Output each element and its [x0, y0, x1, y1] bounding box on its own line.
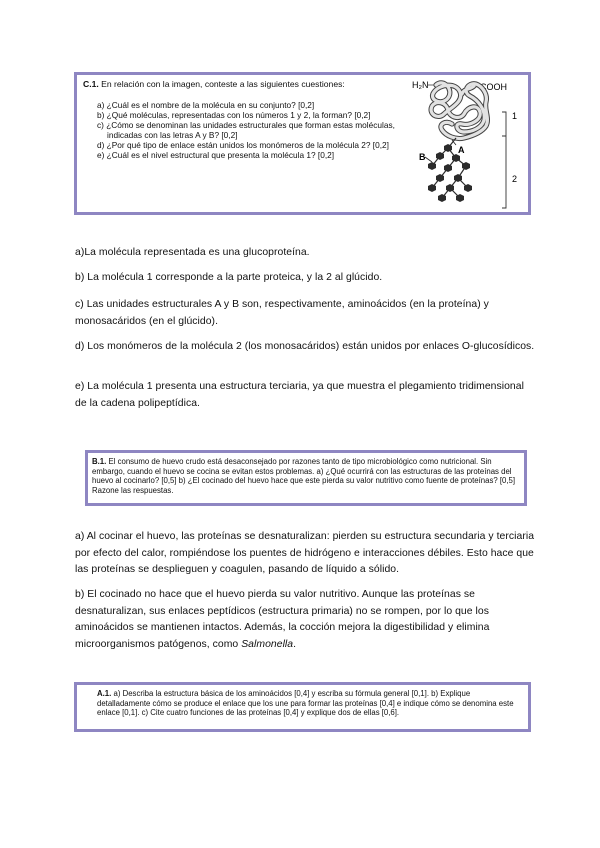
c-terminal-label: COOH — [480, 82, 507, 92]
question-c1-intro: En relación con la imagen, conteste a las siguientes cuestiones: — [101, 79, 345, 89]
question-c1-item-c: c) ¿Cómo se denominan las unidades estructurales que forman estas moléculas, — [97, 120, 395, 130]
question-b1-code: B.1. — [92, 457, 107, 466]
question-c1-header — [83, 79, 403, 90]
label-a: A — [458, 145, 465, 155]
answer-b1-b: b) El cocinado no hace que el huevo pierda su valor nutritivo. Aunque las proteínas se desnaturalizan, sus enlaces peptídicos (estructura primaria) no se rompen, por lo que los aminoácidos se mantienen intactos. Además, la cocción mejora la digestibilidad y elimina microorganismos patógenos, como Salmonella. — [75, 589, 490, 650]
question-c1-item-e: e) ¿Cuál es el nivel estructural que presenta la molécula 1? [0,2] — [97, 150, 335, 160]
label-1: 1 — [512, 111, 518, 121]
question-c1-item-b: b) ¿Qué moléculas, representadas con los números 1 y 2, la forman? [0,2] — [97, 110, 371, 120]
question-a1-text — [97, 689, 525, 718]
question-c1-item-c-cont: indicadas con las letras A y B? [0,2] — [107, 130, 238, 140]
n-terminal-label: H₂N — [412, 80, 429, 90]
question-box-b1 — [85, 450, 527, 506]
question-c1-list — [97, 100, 407, 160]
answer-c1-c: c) Las unidades estructurales A y B son, respectivamente, aminoácidos (en la proteína) y monosacáridos (en el glúcido). — [75, 299, 489, 327]
label-b: B — [419, 152, 426, 162]
question-c1-code: C.1. — [83, 79, 99, 89]
question-b1-text — [92, 457, 520, 495]
answer-c1-d: d) Los monómeros de la molécula 2 (los monosacáridos) están unidos por enlaces O-glucosídicos. — [75, 341, 535, 352]
polypeptide-chain — [431, 83, 487, 139]
question-box-a1 — [74, 682, 531, 732]
brackets — [502, 112, 506, 208]
glycoprotein-diagram — [398, 74, 530, 212]
answer-c1-e: e) La molécula 1 presenta una estructura terciaria, ya que muestra el plegamiento tridimensional de la cadena polipeptídica. — [75, 381, 524, 409]
label-2: 2 — [512, 174, 518, 184]
answer-b1-a: a) Al cocinar el huevo, las proteínas se desnaturalizan: pierden su estructura secundaria y terciaria por efecto del calor, rompiéndose los puentes de hidrógeno e interacciones débiles. Esto hace que las proteínas se desplieguen y coagulen, pasando de líquido a sólido. — [75, 531, 535, 575]
question-a1-code: A.1. — [97, 689, 112, 698]
answer-c1-b: b) La molécula 1 corresponde a la parte proteica, y la 2 al glúcido. — [75, 272, 383, 283]
question-a1-body: a) Describa la estructura básica de los aminoácidos [0,4] y escriba su fórmula general [0,1]. b) Explique detalladamente cómo se produce el enlace que los une para formar las proteínas [0,4] e indique cómo se denomina este enlace [0,1]. c) Cite cuatro funciones de las proteínas [0,4] y explique dos de ellas [0,6]. — [97, 689, 514, 718]
answer-c1-a: a)La molécula representada es una glucoproteína. — [75, 247, 310, 258]
salmonella-term: Salmonella — [241, 638, 294, 650]
question-b1-body: El consumo de huevo crudo está desaconsejado por razones tanto de tipo microbiológico como nutricional. Sin embargo, cuando el huevo se cocina se evitan estos problemas. a) ¿Qué ocurrirá con las estructuras de las proteínas del huevo al cocinarlo? [0,5] b) ¿El cocinado del huevo hace que este pierda su valor nutritivo como fuente de proteínas? [0,5] Razone las respuestas. — [92, 457, 516, 495]
question-c1-item-a: a) ¿Cuál es el nombre de la molécula en su conjunto? [0,2] — [97, 100, 315, 110]
oligosaccharide-chain — [428, 138, 472, 202]
question-c1-item-d: d) ¿Por qué tipo de enlace están unidos los monómeros de la molécula 2? [0,2] — [97, 140, 389, 150]
